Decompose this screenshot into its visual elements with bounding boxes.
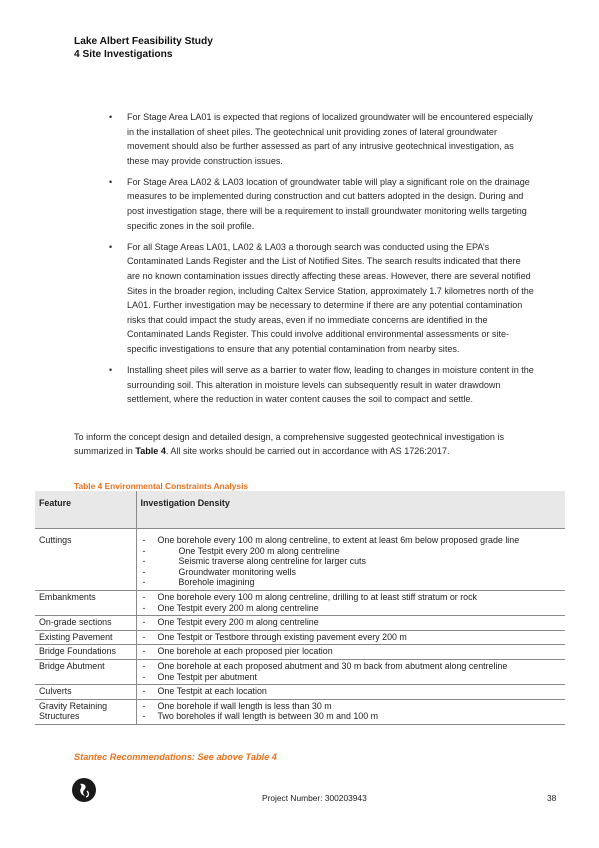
bullet-item: • Installing sheet piles will serve as a barrier to water flow, leading to changes in moisture content in the surrounding soil. This alteration in moisture levels can subsequently result in water drawdown settlement, where the reduction in water content causes the soil to compact and settle. [106, 363, 536, 407]
table-row [35, 630, 565, 645]
density-cell [136, 529, 565, 591]
bullet-item: • For all Stage Areas LA01, LA02 & LA03 a thorough search was conducted using the EPA’s Contaminated Lands Register and the List of Notified Sites. The search results indicated that there are no known contamination issues directly affecting these areas. However, there are several notified Sites in the broader region, including Caltex Service Station, approximately 1.7 kilometres north of the LA01. Further investigation may be necessary to determine if there are any potential contamination risks that could impact the study areas, even if no immediate concerns are identified in the Contaminated Lands Register. This could involve additional environmental assessments or site-specific investigations to ensure that any potential contamination from nearby sites. [106, 240, 536, 357]
density-item: - Two boreholes if wall length is between 30 m and 100 m [143, 711, 562, 722]
density-cell [136, 645, 565, 660]
intro-paragraph [74, 430, 544, 459]
constraints-table [35, 491, 565, 725]
density-item: - One borehole every 100 m along centreline, drilling to at least stiff stratum or rock [143, 592, 562, 603]
feature-cell: Bridge Foundations [35, 645, 136, 660]
density-cell [136, 699, 565, 724]
density-item: - One borehole at each proposed abutment and 30 m back from abutment along centreline [143, 661, 562, 672]
density-item: - One Testpit every 200 m along centreline [143, 546, 562, 557]
column-header: Investigation Density [136, 491, 565, 529]
density-item: - Borehole imagining [143, 577, 562, 588]
density-cell [136, 630, 565, 645]
table-header-row [35, 491, 565, 529]
feature-cell: Existing Pavement [35, 630, 136, 645]
density-item: - One Testpit per abutment [143, 672, 562, 683]
report-title: Lake Albert Feasibility Study [74, 36, 213, 47]
feature-cell: On-grade sections [35, 616, 136, 631]
density-item: - One Testpit or Testbore through existing pavement every 200 m [143, 632, 562, 643]
table-row [35, 590, 565, 615]
density-item: - One borehole every 100 m along centreline, to extent at least 6m below proposed grade line [143, 535, 562, 546]
density-cell [136, 685, 565, 700]
table-row [35, 685, 565, 700]
density-item: - One Testpit at each location [143, 686, 562, 697]
table-row [35, 659, 565, 684]
density-item: - One borehole at each proposed pier location [143, 646, 562, 657]
density-cell [136, 659, 565, 684]
table-row [35, 699, 565, 724]
table-row [35, 616, 565, 631]
page-header [74, 36, 213, 61]
table-reference: Table 4 [135, 446, 166, 457]
density-item: - One Testpit every 200 m along centreline [143, 617, 562, 628]
bullet-item: • For Stage Area LA01 is expected that regions of localized groundwater will be encountered especially in the installation of sheet piles. The geotechnical unit providing zones of lateral groundwater movement should also be further assessed as part of any intrusive geotechnical investigation, as these may provide construction issues. [106, 110, 536, 168]
findings-list [106, 110, 536, 413]
density-cell [136, 590, 565, 615]
feature-cell: Bridge Abutment [35, 659, 136, 684]
feature-cell: Gravity Retaining Structures [35, 699, 136, 724]
feature-cell: Culverts [35, 685, 136, 700]
density-cell [136, 616, 565, 631]
table-row [35, 645, 565, 660]
intro-text: To inform the concept design and detailed design, a comprehensive suggested geotechnical investigation is summarized in [74, 432, 505, 457]
table-row [35, 529, 565, 591]
intro-text-end: . All site works should be carried out in accordance with AS 1726:2017. [165, 446, 450, 457]
table-body [35, 529, 565, 725]
section-title: 4 Site Investigations [74, 48, 173, 60]
density-item: - One Testpit every 200 m along centreline [143, 603, 562, 614]
density-item: - One borehole if wall length is less than 30 m [143, 701, 562, 712]
project-number: Project Number: 300203943 [262, 793, 367, 803]
column-header: Feature [35, 491, 136, 529]
density-item: - Groundwater monitoring wells [143, 567, 562, 578]
recommendation-note: Stantec Recommendations: See above Table 4 [74, 752, 277, 762]
page-number: 38 [547, 793, 557, 803]
table-caption: Table 4 Environmental Constraints Analysis [74, 481, 249, 491]
feature-cell: Cuttings [35, 529, 136, 591]
bullet-item: • For Stage Area LA02 & LA03 location of groundwater table will play a significant role on the drainage measures to be implemented during construction and cut batters adopted in the design. During and post investigation stage, there will be a requirement to install groundwater monitoring wells targeting specific zones in the soil profile. [106, 175, 536, 233]
feature-cell: Embankments [35, 590, 136, 615]
company-logo [72, 778, 96, 802]
density-item: - Seismic traverse along centreline for larger cuts [143, 556, 562, 567]
